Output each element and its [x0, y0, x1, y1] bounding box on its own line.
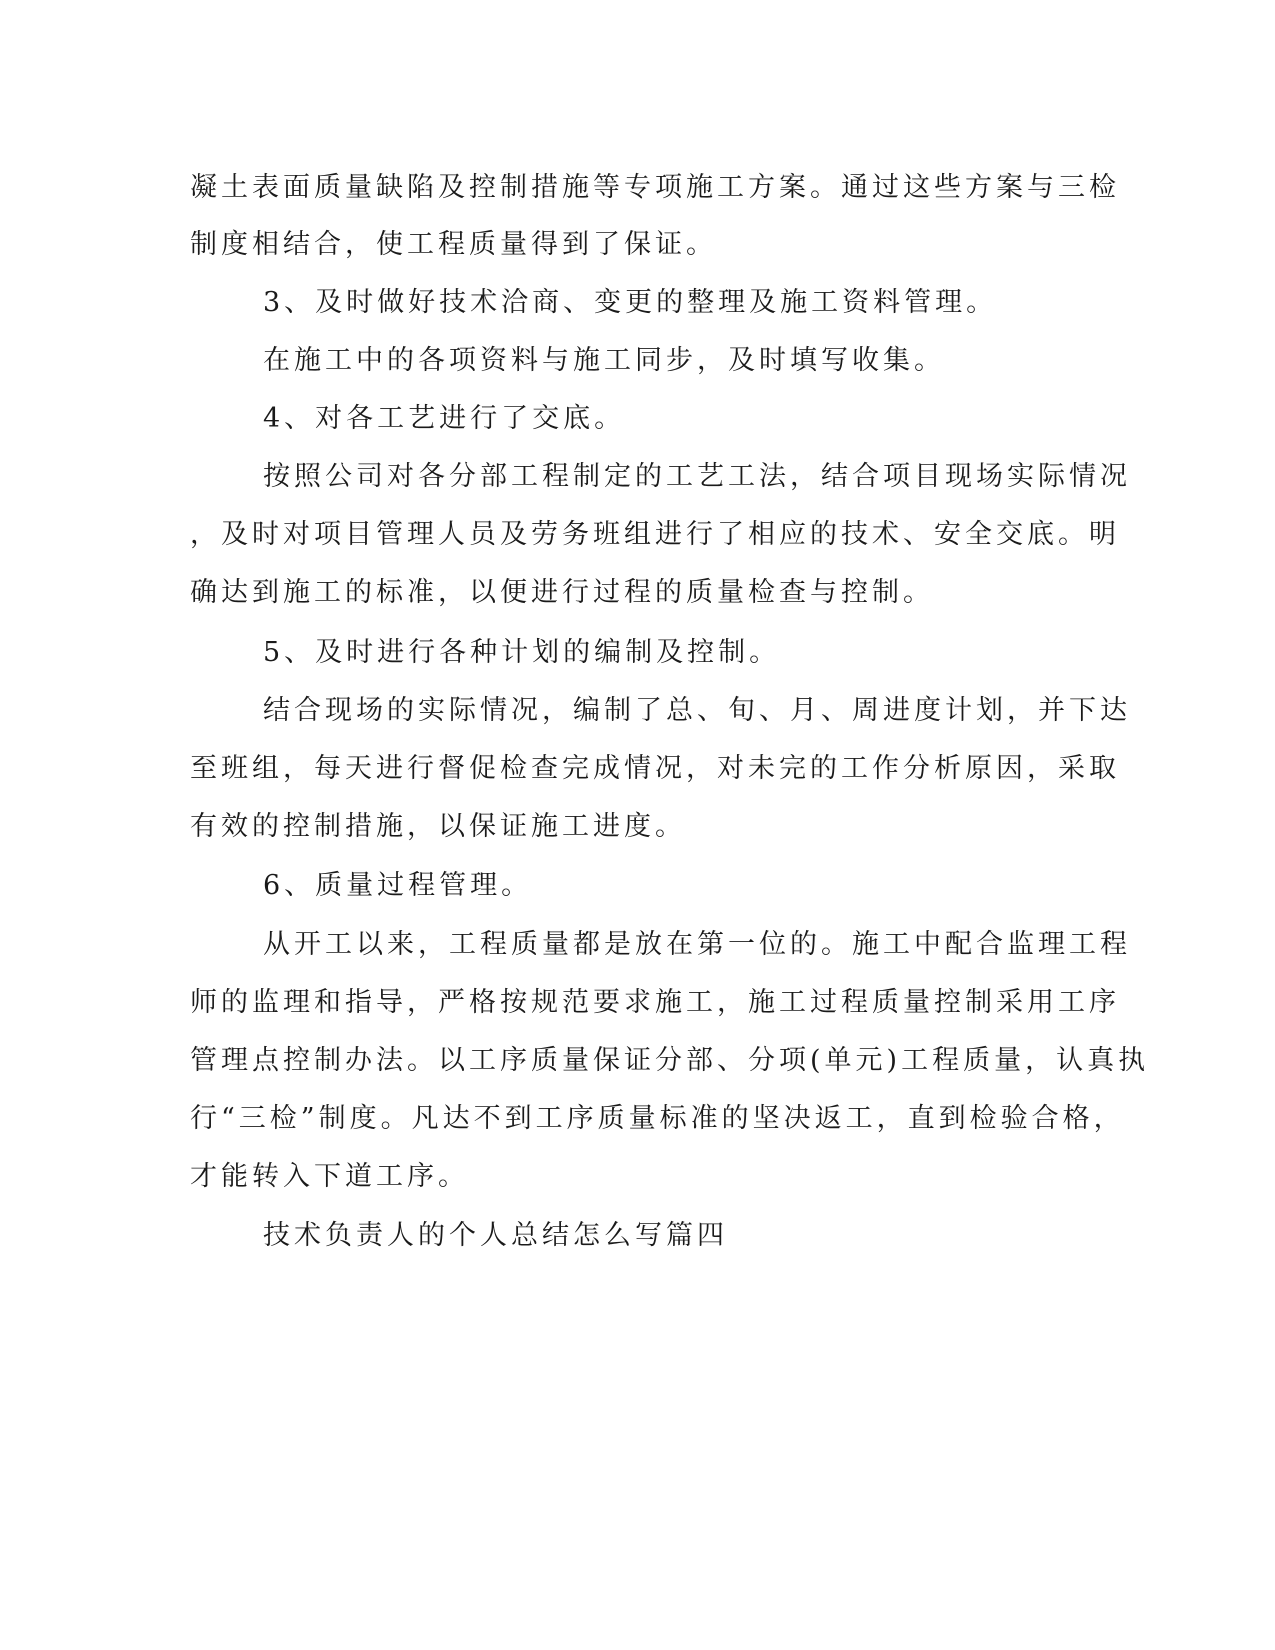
- text-line: 师的监理和指导，严格按规范要求施工，施工过程质量控制采用工序: [190, 987, 1120, 1018]
- text-line: 按照公司对各分部工程制定的工艺工法，结合项目现场实际情况: [263, 461, 1131, 492]
- text-line: 在施工中的各项资料与施工同步，及时填写收集。: [263, 345, 945, 376]
- section-heading: 6、质量过程管理。: [263, 870, 533, 901]
- text-line: 至班组，每天进行督促检查完成情况，对未完的工作分析原因，采取: [190, 753, 1120, 784]
- text-line: 管理点控制办法。以工序质量保证分部、分项(单元)工程质量，认真执: [190, 1045, 1150, 1076]
- article-title: 技术负责人的个人总结怎么写篇四: [263, 1220, 728, 1251]
- text-line: 凝土表面质量缺陷及控制措施等专项施工方案。通过这些方案与三检: [190, 172, 1120, 203]
- text-line: 确达到施工的标准，以便进行过程的质量检查与控制。: [190, 577, 934, 608]
- text-line: 制度相结合，使工程质量得到了保证。: [190, 229, 717, 260]
- text-line: 才能转入下道工序。: [190, 1161, 469, 1192]
- section-heading: 3、及时做好技术洽商、变更的整理及施工资料管理。: [263, 287, 998, 318]
- text-line: 从开工以来，工程质量都是放在第一位的。施工中配合监理工程: [263, 929, 1131, 960]
- text-line: 有效的控制措施，以保证施工进度。: [190, 811, 686, 842]
- section-heading: 5、及时进行各种计划的编制及控制。: [263, 637, 781, 668]
- text-line: 结合现场的实际情况，编制了总、旬、月、周进度计划，并下达: [263, 695, 1131, 726]
- text-line: ，及时对项目管理人员及劳务班组进行了相应的技术、安全交底。明: [190, 519, 1120, 550]
- text-line: 行“三检”制度。凡达不到工序质量标准的坚决返工，直到检验合格，: [190, 1103, 1125, 1134]
- section-heading: 4、对各工艺进行了交底。: [263, 403, 626, 434]
